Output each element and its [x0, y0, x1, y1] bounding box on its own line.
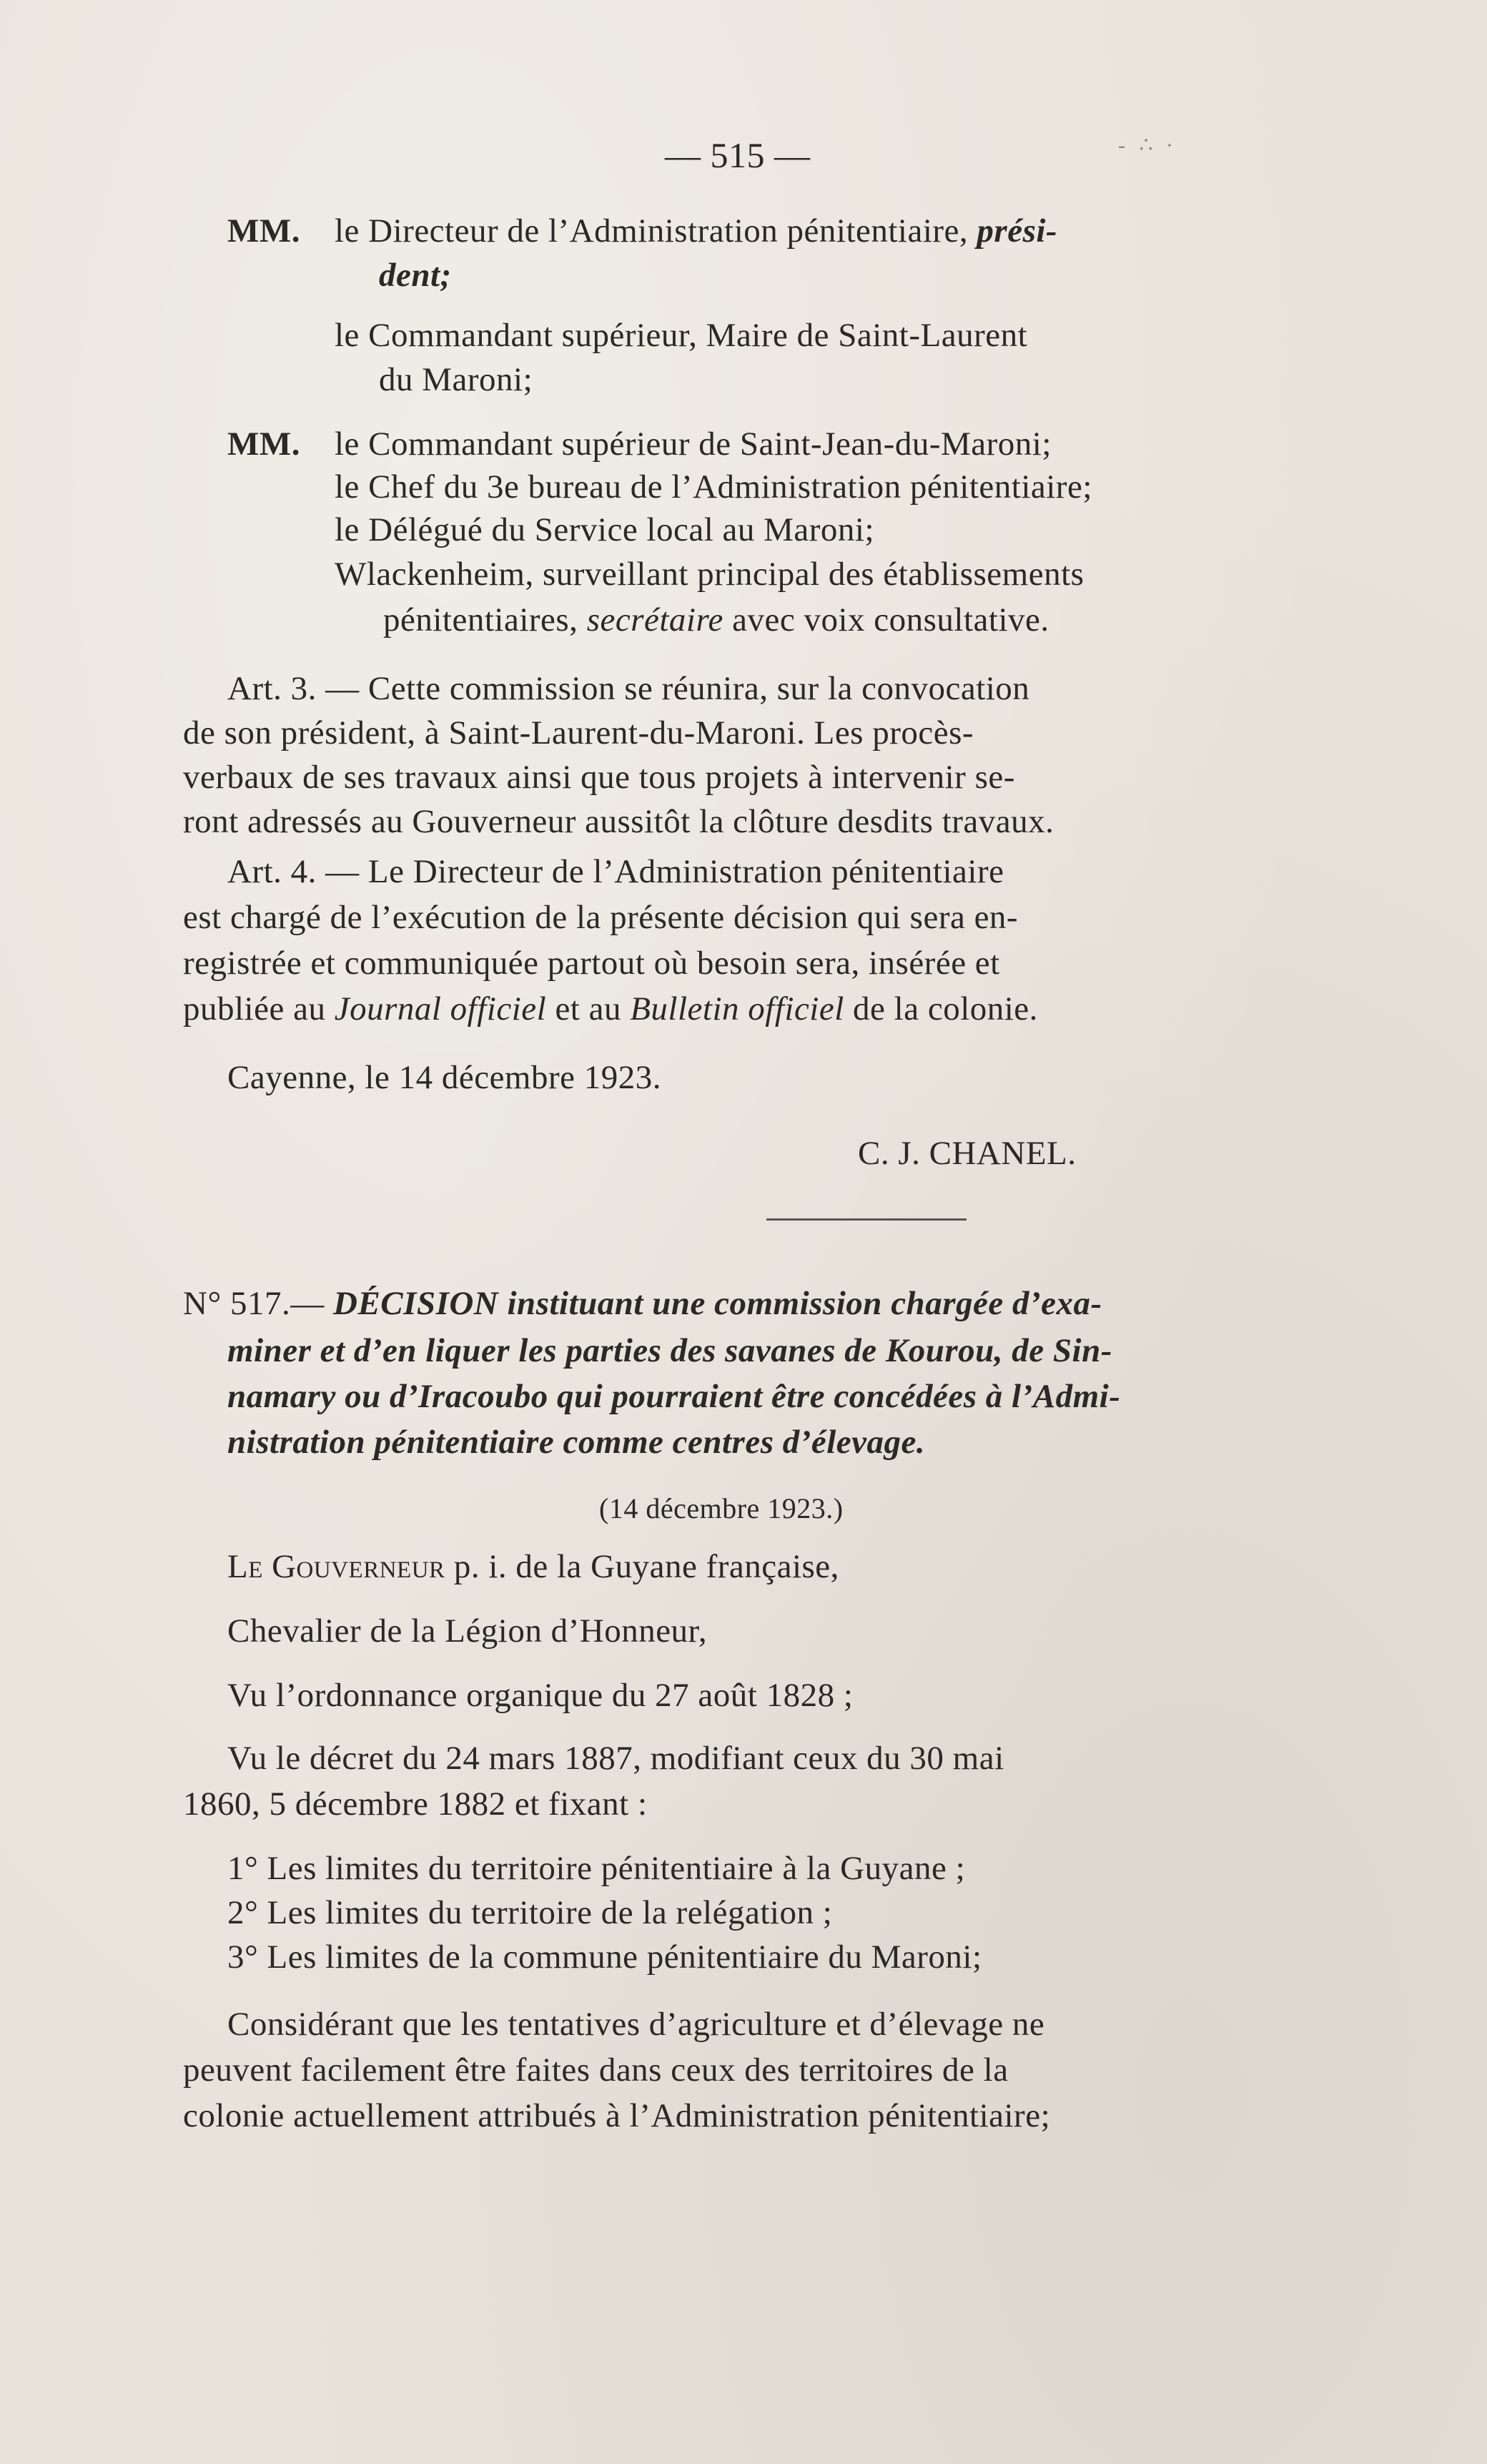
- art4-line-1: Art. 4. — Le Directeur de l’Administration pénitentiaire: [227, 853, 1004, 890]
- vu-ordonnance: Vu l’ordonnance organique du 27 août 1828 ;: [227, 1677, 854, 1714]
- art3-line-2: de son président, à Saint-Laurent-du-Maroni. Les procès-: [183, 714, 974, 751]
- journal-officiel: Journal officiel: [334, 990, 547, 1028]
- members-2-line-5-b: secrétaire: [586, 601, 723, 639]
- members-2-line-5-a: pénitentiaires,: [383, 601, 587, 639]
- members-1-line-3: le Commandant supérieur, Maire de Saint-Laurent: [335, 317, 1028, 354]
- page-number: — 515 —: [665, 135, 811, 175]
- place-date: Cayenne, le 14 décembre 1923.: [227, 1059, 662, 1096]
- governor-line-1-rest: p. i. de la Guyane française,: [445, 1548, 839, 1585]
- governor-line-2: Chevalier de la Légion d’Honneur,: [227, 1612, 708, 1650]
- considerant-line-2: peuvent facilement être faites dans ceux des territoires de la: [183, 2051, 1009, 2089]
- corner-mark: - ∴ ∙: [1118, 134, 1177, 157]
- members-1-line-1-text: le Directeur de l’Administration pénitentiaire,: [335, 212, 977, 250]
- art4-line-4-c: et au: [546, 990, 631, 1028]
- members-2-line-5: [383, 603, 1049, 637]
- separator-rule: [766, 1218, 967, 1221]
- decision-line-2: miner et d’en liquer les parties des savanes de Kourou, de Sin-: [227, 1332, 1112, 1369]
- art4-line-4: [183, 992, 1038, 1026]
- members-2-line-3: le Délégué du Service local au Maroni;: [335, 511, 875, 548]
- decision-line-3: namary ou d’Iracoubo qui pourraient être concédées à l’Admi-: [227, 1378, 1121, 1415]
- considerant-line-3: colonie actuellement attribués à l’Administration pénitentiaire;: [183, 2097, 1051, 2134]
- governor-title: Le Gouverneur: [227, 1548, 445, 1585]
- governor-line-1: [227, 1550, 839, 1584]
- members-2-line-2: le Chef du 3e bureau de l’Administration pénitentiaire;: [335, 468, 1092, 506]
- art4-line-2: est chargé de l’exécution de la présente décision qui sera en-: [183, 899, 1019, 936]
- members-2-line-4: Wlackenheim, surveillant principal des établissements: [335, 556, 1085, 593]
- members-1-line-2: dent;: [379, 257, 452, 294]
- members-1-line-1-italic: prési-: [977, 212, 1058, 250]
- considerant-line-1: Considérant que les tentatives d’agriculture et d’élevage ne: [227, 2006, 1045, 2043]
- decision-number: N° 517.—: [183, 1285, 333, 1322]
- members-prefix-1: MM.: [227, 212, 300, 250]
- decision-line-4: nistration pénitentiaire comme centres d’élevage.: [227, 1424, 926, 1461]
- vu-decret-line-2: 1860, 5 décembre 1882 et fixant :: [183, 1785, 648, 1823]
- members-1-line-4: du Maroni;: [379, 361, 533, 398]
- bulletin-officiel: Bulletin officiel: [630, 990, 844, 1028]
- limits-item-1: 1° Les limites du territoire pénitentiaire à la Guyane ;: [227, 1850, 966, 1887]
- art3-line-4: ront adressés au Gouverneur aussitôt la clôture desdits travaux.: [183, 803, 1054, 840]
- decision-date: (14 décembre 1923.): [599, 1492, 844, 1524]
- art4-line-4-e: de la colonie.: [844, 990, 1038, 1028]
- limits-item-3: 3° Les limites de la commune pénitentiaire du Maroni;: [227, 1938, 982, 1976]
- signature: C. J. CHANEL.: [858, 1135, 1077, 1172]
- members-2-line-1: le Commandant supérieur de Saint-Jean-du-Maroni;: [335, 425, 1052, 463]
- members-2-line-5-c: avec voix consultative.: [723, 601, 1049, 639]
- art4-line-3: registrée et communiquée partout où besoin sera, insérée et: [183, 945, 1000, 982]
- decision-title: DÉCISION instituant une commission chargée d’exa-: [333, 1285, 1102, 1322]
- decision-line-1: [183, 1287, 1102, 1321]
- limits-item-2: 2° Les limites du territoire de la relégation ;: [227, 1894, 833, 1931]
- art3-line-1: Art. 3. — Cette commission se réunira, sur la convocation: [227, 670, 1030, 707]
- art4-line-4-a: publiée au: [183, 990, 335, 1028]
- members-1-line-1: [335, 212, 1058, 250]
- art3-line-3: verbaux de ses travaux ainsi que tous projets à intervenir se-: [183, 759, 1015, 796]
- vu-decret-line-1: Vu le décret du 24 mars 1887, modifiant ceux du 30 mai: [227, 1740, 1004, 1777]
- members-prefix-2: MM.: [227, 425, 300, 463]
